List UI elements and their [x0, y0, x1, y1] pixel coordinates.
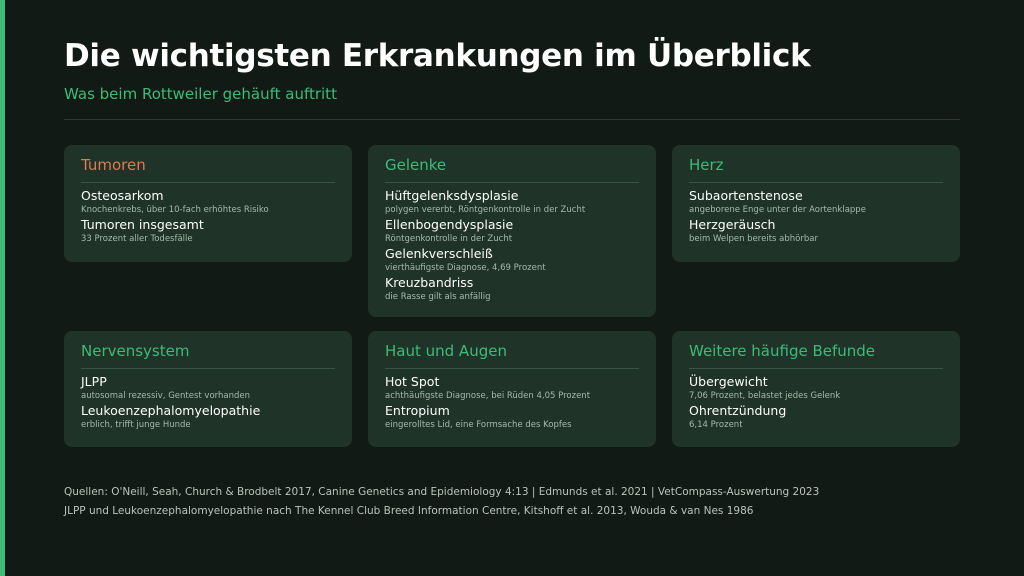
card-divider: [81, 182, 335, 183]
card-haut-und-augen: [368, 331, 656, 447]
item-description: die Rasse gilt als anfällig: [385, 292, 491, 302]
item-name: Kreuzbandriss: [385, 275, 474, 290]
item-name: Herzgeräusch: [689, 217, 776, 232]
item-name: Ellenbogendysplasie: [385, 217, 514, 232]
item-description: angeborene Enge unter der Aortenklappe: [689, 205, 866, 215]
item-description: Röntgenkontrolle in der Zucht: [385, 234, 513, 244]
item-name: Tumoren insgesamt: [81, 217, 204, 232]
card-weitere-befunde: [672, 331, 960, 447]
item-description: eingerolltes Lid, eine Formsache des Kopfes: [385, 420, 572, 430]
item-description: beim Welpen bereits abhörbar: [689, 234, 818, 244]
item-description: Knochenkrebs, über 10-fach erhöhtes Risiko: [81, 205, 269, 215]
item-name: Hüftgelenksdysplasie: [385, 188, 519, 203]
sources-line: Quellen: O'Neill, Seah, Church & Brodbelt 2017, Canine Genetics and Epidemiology 4:13 | Edmunds et al. 2021 | VetCompass-Auswertung 2023: [64, 486, 820, 498]
card-title: Herz: [689, 156, 724, 174]
item-description: autosomal rezessiv, Gentest vorhanden: [81, 391, 250, 401]
page-subtitle: Was beim Rottweiler gehäuft auftritt: [64, 85, 337, 103]
page-title: Die wichtigsten Erkrankungen im Überblick: [64, 38, 811, 74]
card-divider: [385, 368, 639, 369]
card-divider: [81, 368, 335, 369]
item-description: vierthäufigste Diagnose, 4,69 Prozent: [385, 263, 546, 273]
item-description: polygen vererbt, Röntgenkontrolle in der Zucht: [385, 205, 586, 215]
item-description: 6,14 Prozent: [689, 420, 743, 430]
accent-bar: [0, 0, 5, 576]
card-herz: [672, 145, 960, 262]
item-name: Subaortenstenose: [689, 188, 803, 203]
card-divider: [689, 182, 943, 183]
card-gelenke: [368, 145, 656, 317]
item-name: Osteosarkom: [81, 188, 164, 203]
card-divider: [385, 182, 639, 183]
item-description: erblich, trifft junge Hunde: [81, 420, 191, 430]
item-name: Ohrentzündung: [689, 403, 787, 418]
item-name: Übergewicht: [689, 374, 768, 389]
item-description: 7,06 Prozent, belastet jedes Gelenk: [689, 391, 841, 401]
card-tumoren: [64, 145, 352, 262]
item-name: Entropium: [385, 403, 450, 418]
item-description: 33 Prozent aller Todesfälle: [81, 234, 193, 244]
card-title: Nervensystem: [81, 342, 190, 360]
card-title: Tumoren: [81, 156, 146, 174]
card-title: Gelenke: [385, 156, 447, 174]
item-name: Hot Spot: [385, 374, 440, 389]
card-nervensystem: [64, 331, 352, 447]
item-name: Leukoenzephalomyelopathie: [81, 403, 261, 418]
item-name: Gelenkverschleiß: [385, 246, 493, 261]
item-name: JLPP: [81, 374, 107, 389]
card-title: Haut und Augen: [385, 342, 507, 360]
card-title: Weitere häufige Befunde: [689, 342, 876, 360]
card-divider: [689, 368, 943, 369]
sources-footnote: [64, 483, 819, 521]
sources-line: JLPP und Leukoenzephalomyelopathie nach The Kennel Club Breed Information Centre, Kitshoff et al. 2013, Wouda & van Nes 1986: [64, 505, 754, 517]
item-description: achthäufigste Diagnose, bei Rüden 4,05 Prozent: [385, 391, 591, 401]
header-divider: [64, 119, 960, 120]
